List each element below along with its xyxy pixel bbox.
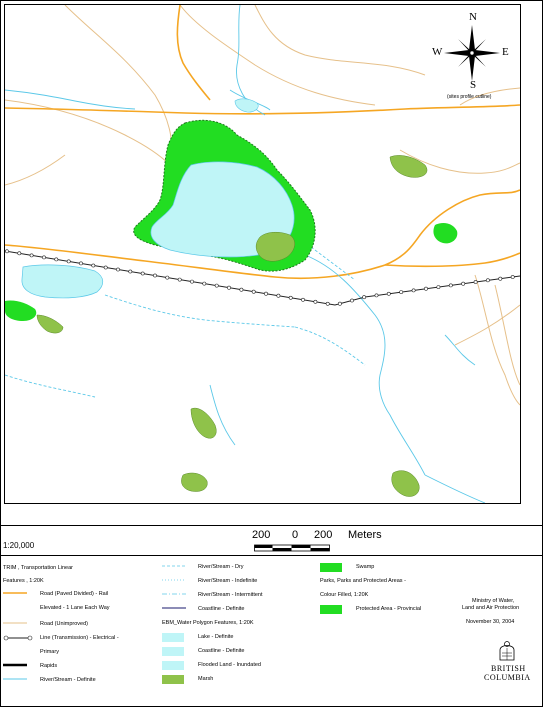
legend-protected: Protected Area - Provincial — [356, 606, 422, 612]
legend-river-indefinite-symbol — [162, 577, 188, 583]
north-label: N — [469, 11, 477, 23]
legend-parks-head-1: Parks, Parks and Protected Areas - — [320, 578, 406, 584]
legend-road-paved: Road (Paved Divided) - Rail — [40, 591, 109, 597]
transmission-tower — [215, 284, 218, 287]
legend-parks-head-2: Colour Filled, 1:20K — [320, 592, 369, 598]
transmission-tower — [129, 270, 132, 273]
marsh-w — [37, 315, 63, 333]
transmission-tower — [141, 272, 144, 275]
legend-road-unimproved-symbol — [3, 620, 29, 626]
transmission-tower — [449, 284, 452, 287]
legend-rapids-symbol — [3, 662, 29, 668]
transmission-tower — [190, 280, 193, 283]
ministry-line-1: Ministry of Water, — [472, 598, 515, 604]
legend-road-paved-symbol — [3, 590, 29, 596]
bc-logo — [482, 640, 532, 686]
marsh-s2 — [181, 473, 207, 492]
north-arrow — [432, 13, 510, 105]
swamp-east — [433, 223, 457, 243]
small-lake — [235, 99, 258, 112]
transmission-tower — [437, 286, 440, 289]
transmission-tower — [116, 268, 119, 271]
transmission-tower — [203, 282, 206, 285]
transmission-tower — [178, 278, 181, 281]
legend-swamp-symbol — [320, 563, 342, 572]
legend-river-dry: River/Stream - Dry — [198, 564, 244, 570]
compass-note: (sites profile cutline) — [447, 94, 492, 100]
legend-road-unimproved: Road (Unimproved) — [40, 621, 88, 627]
legend-flooded: Flooded Land - Inundated — [198, 662, 261, 668]
legend-rapids: Rapids — [40, 663, 58, 669]
map-panel[interactable] — [4, 4, 521, 504]
transmission-tower — [412, 289, 415, 292]
legend-transmission-symbol — [3, 634, 33, 642]
transmission-tower — [240, 288, 243, 291]
scale-zero: 0 — [292, 529, 299, 541]
legend-divider-2 — [0, 555, 543, 556]
transmission-tower — [67, 260, 70, 263]
legend-river-intermittent-symbol — [162, 591, 188, 597]
legend-protected-symbol — [320, 605, 342, 614]
transmission-tower — [424, 287, 427, 290]
legend-coastline: Coastline - Definite — [198, 606, 245, 612]
transmission-tower — [363, 296, 366, 299]
transmission-tower — [5, 250, 8, 253]
legend-coastline2-symbol — [162, 647, 184, 656]
transmission-tower — [301, 298, 304, 301]
transmission-tower — [55, 258, 58, 261]
marsh-ne — [390, 155, 427, 177]
marsh-s1 — [191, 408, 216, 438]
bc-crest-icon — [482, 640, 532, 662]
bc-name-line-2: COLUMBIA — [484, 673, 531, 682]
transmission-tower — [474, 280, 477, 283]
marsh-s3 — [392, 471, 420, 497]
legend-head-trim-1: TRIM , Transportation Linear — [3, 565, 74, 571]
scale-right: 200 — [314, 529, 333, 541]
transmission-tower — [499, 277, 502, 280]
scale-ratio: 1:20,000 — [3, 541, 35, 550]
legend-marsh-symbol — [162, 675, 184, 684]
legend-river-dry-symbol — [162, 563, 188, 569]
legend-lake: Lake - Definite — [198, 634, 234, 640]
transmission-tower — [314, 300, 317, 303]
west-lake — [22, 265, 103, 298]
transmission-tower — [153, 274, 156, 277]
transmission-tower — [462, 282, 465, 285]
south-label: S — [470, 79, 477, 91]
transmission-tower — [252, 290, 255, 293]
transmission-tower — [166, 276, 169, 279]
transmission-tower — [375, 294, 378, 297]
east-label: E — [502, 46, 509, 58]
legend-transmission: Line (Transmission) - Electrical - — [40, 635, 119, 641]
ministry-date: November 30, 2004 — [466, 619, 515, 625]
legend-primary: Primary — [40, 649, 59, 655]
intermittent-streams — [5, 235, 365, 397]
transmission-tower — [277, 294, 280, 297]
legend-river-definite-symbol — [3, 676, 29, 682]
transmission-tower — [30, 254, 33, 257]
scale-bar-graphic — [254, 543, 330, 553]
scale-left: 200 — [252, 529, 271, 541]
legend-river-intermittent: River/Stream - Intermittent — [198, 592, 263, 598]
legend-river-indefinite: River/Stream - Indefinite — [198, 578, 258, 584]
scale-unit: Meters — [348, 529, 382, 541]
swamp-west — [5, 300, 36, 321]
transmission-tower — [326, 302, 329, 305]
transmission-tower — [350, 299, 353, 302]
ministry-line-2: Land and Air Protection — [462, 605, 520, 611]
transmission-tower — [400, 291, 403, 294]
legend-river-definite: River/Stream - Definite — [40, 677, 96, 683]
west-label: W — [432, 46, 443, 58]
transmission-tower — [92, 264, 95, 267]
transmission-tower — [511, 275, 514, 278]
legend-ebm-head: EBM_Water Polygon Features, 1:20K — [162, 620, 254, 626]
transmission-tower — [104, 266, 107, 269]
transmission-tower — [338, 302, 341, 305]
transmission-tower — [289, 296, 292, 299]
legend-elevated: Elevated - 1 Lane Each Way — [40, 605, 110, 611]
transmission-tower — [42, 256, 45, 259]
transmission-tower — [486, 279, 489, 282]
transmission-tower — [387, 292, 390, 295]
transmission-tower — [264, 292, 267, 295]
transmission-tower — [227, 286, 230, 289]
legend-coastline-symbol — [162, 605, 188, 611]
transmission-tower — [79, 262, 82, 265]
legend-flooded-symbol — [162, 661, 184, 670]
legend-divider — [0, 525, 543, 526]
bc-name-line-1: BRITISH — [491, 664, 526, 673]
legend-coastline-2: Coastline - Definite — [198, 648, 245, 654]
legend-swamp: Swamp — [356, 564, 375, 570]
transmission-tower — [18, 252, 21, 255]
legend-marsh: Marsh — [198, 676, 214, 682]
legend-lake-symbol — [162, 633, 184, 642]
legend-head-trim-2: Features , 1:20K — [3, 578, 44, 584]
